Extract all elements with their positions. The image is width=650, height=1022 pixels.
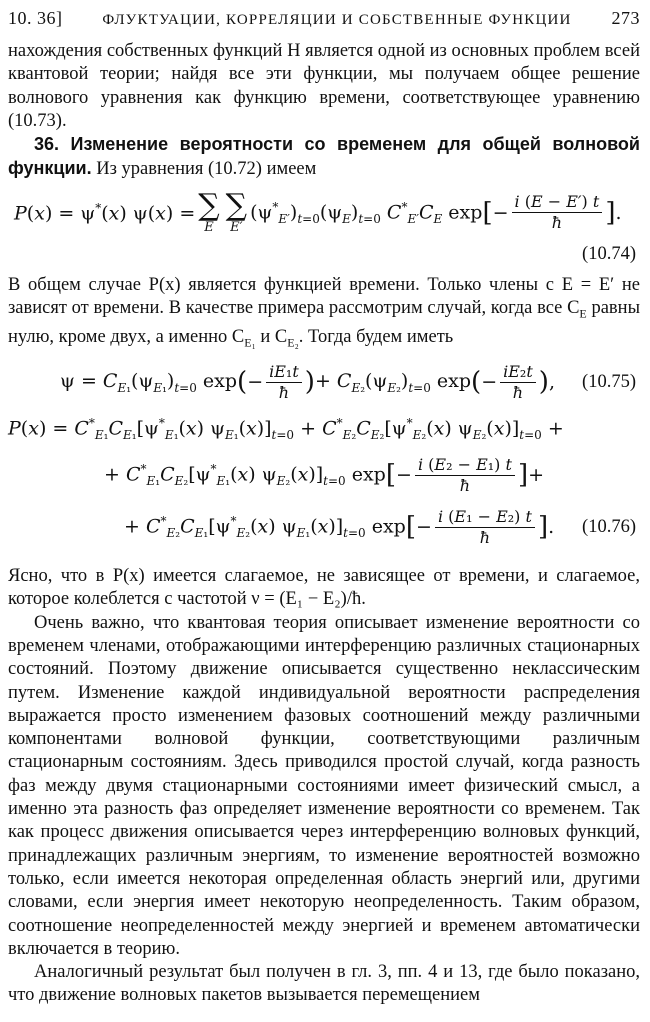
equation-10-76-line-3: + $C^*_{E_2}C_{E_1}[\psi^*_{E_2}(x)$ $\psi_{E_1}(x)]_{t=0}$ exp [ − $\frac{\text{i (E₁ − E₂) t}}{ħ}$ ] . (10.76) <box>124 506 636 547</box>
paragraph-1: нахождения собственных функций H является одной из основных проблем всей квантовой теории; найдя все эти функции, мы получаем общее решение волнового уравнения как функцию времени, соответствующее уравнению (10.73). <box>8 41 640 131</box>
body-text <box>8 40 640 182</box>
paragraph-3: В общем случае P(x) является функцией времени. Только члены с E = E′ не зависят от времени. В качестве примера рассмотрим случай, когда все $C_E$ равны нулю, кроме двух, а именно $C_{E_1}$ и $C_{E_2}$. Тогда будем иметь <box>8 274 640 350</box>
section-ref: 10. 36] <box>8 8 63 28</box>
running-header <box>8 8 640 40</box>
body-text-3 <box>8 565 640 1008</box>
equation-number-10-76: (10.76) <box>582 516 636 537</box>
paragraph-5: Очень важно, что квантовая теория описывает изменение вероятности со временем членами, отображающими интерференцию различных стационарных состояний. Поэтому движение описывается существенно неклассическим путем. Изменение каждой индивидуальной вероятности распределения выражается просто изменением фазовых соотношений между различными компонентами волновой функции, соответствующими различным стационарным состояниям. Здесь приводился простой случай, когда разность фаз между двумя стационарными состояниями имеет физический смысл, а именно эта разность фаз определяет изменение вероятности со временем. Так как процесс движения описывается через интерференцию волновых функций, принадлежащих различным энергиям, то изменение вероятностей возможно только, если имеется некоторая определенная область энергий или, другими словами, если энергия имеет некоторую неопределенность. Таким образом, соотношение неопределенностей между энергией и временем автоматически включается в теорию. <box>8 612 640 959</box>
body-text-2 <box>8 274 640 355</box>
equation-10-74: P(x) = ψ*(x) ψ(x) = ∑ E ∑ E′ $(\psi^*_{E'})_{t=0}(\psi_E)_{t=0}$ $C^*_{E'}C_E$ exp [ − $\frac{i (E - E') t}{ħ}$ ] . <box>14 187 622 235</box>
running-title: ФЛУКТУАЦИИ, КОРРЕЛЯЦИИ И СОБСТВЕННЫЕ ФУНКЦИИ <box>102 12 572 28</box>
paragraph-6: Аналогичный результат был получен в гл. 3, пп. 4 и 13, где было показано, что движение волновых пакетов вызывается перемещением <box>8 962 640 1006</box>
paragraph-2 <box>8 133 640 182</box>
paragraph-2-text: Из уравнения (10.72) имеем <box>91 159 317 180</box>
equation-10-76-line-1: $P(x) = C^*_{E_1}C_{E_1}[\psi^*_{E_1}(x) \psi_{E_1}(x)]_{t=0} + C^*_{E_2}C_{E_2}[\psi^*_{E_2}(x) \psi_{E_2}(x)]_{t=0}$ + <box>8 415 564 443</box>
page-number: 273 <box>611 8 640 28</box>
equation-10-75: $\psi = C_{E_1}(\psi_{E_1})_{t=0}$ exp ( − $\frac{\text{iE₁t}}{ħ}$ ) + $C_{E_2}(\psi_{E_2})_{t=0}$ exp ( − $\frac{\text{iE₂t}}{ħ}$ ) , (10.75) <box>60 361 636 402</box>
paragraph-4: Ясно, что в P(x) имеется слагаемое, не зависящее от времени, и слагаемое, которое колеблется с частотой ν = (E₁ − E₂)/ħ. <box>8 566 640 610</box>
equation-number-10-74: (10.74) <box>582 243 636 264</box>
section-heading: 36. Изменение вероятности со временем для общей волновой функции. <box>8 134 640 179</box>
equation-number-10-75: (10.75) <box>582 371 636 392</box>
equation-10-76-line-2: + $C^*_{E_1}C_{E_2}[\psi^*_{E_1}(x)$ $\psi_{E_2}(x)]_{t=0}$ exp [ − $\frac{\text{i (E₂ − E₁) t}}{ħ}$ ] + <box>104 454 545 495</box>
